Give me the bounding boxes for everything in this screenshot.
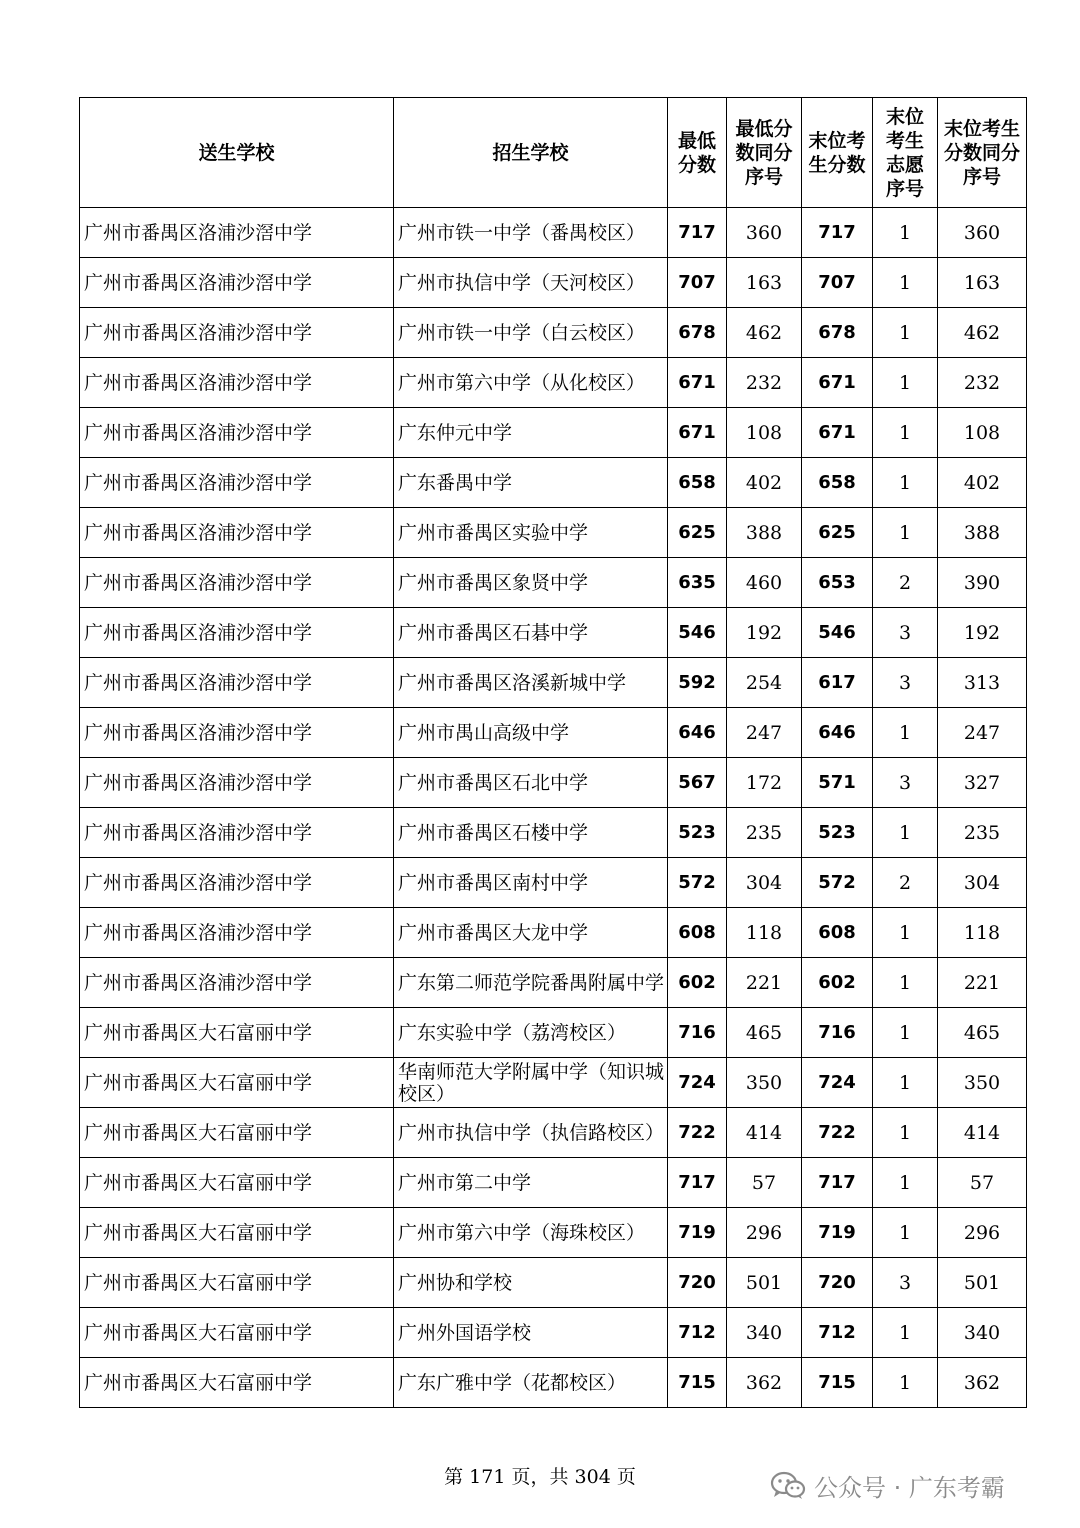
last-choice-order-cell: 3	[873, 608, 938, 658]
min-score-cell: 523	[668, 808, 727, 858]
table-row	[80, 808, 1027, 858]
min-score-rank-cell: 254	[727, 658, 802, 708]
sending-school-cell: 广州市番禺区大石富丽中学	[80, 1108, 394, 1158]
table-row	[80, 308, 1027, 358]
min-score-cell: 678	[668, 308, 727, 358]
min-score-cell: 635	[668, 558, 727, 608]
last-score-rank-cell: 402	[938, 458, 1027, 508]
sending-school-cell: 广州市番禺区洛浦沙滘中学	[80, 308, 394, 358]
header-last-score	[802, 98, 873, 208]
min-score-cell: 671	[668, 358, 727, 408]
admitting-school-cell: 华南师范大学附属中学（知识城校区）	[394, 1058, 668, 1108]
last-score-cell: 602	[802, 958, 873, 1008]
min-score-rank-cell: 192	[727, 608, 802, 658]
table-row	[80, 558, 1027, 608]
sending-school-cell: 广州市番禺区洛浦沙滘中学	[80, 258, 394, 308]
last-score-rank-cell: 118	[938, 908, 1027, 958]
sending-school-cell: 广州市番禺区洛浦沙滘中学	[80, 358, 394, 408]
last-choice-order-cell: 1	[873, 1058, 938, 1108]
min-score-cell: 716	[668, 1008, 727, 1058]
last-score-cell: 617	[802, 658, 873, 708]
admitting-school-cell: 广州市番禺区石北中学	[394, 758, 668, 808]
min-score-rank-cell: 460	[727, 558, 802, 608]
min-score-cell: 646	[668, 708, 727, 758]
last-choice-order-cell: 3	[873, 658, 938, 708]
last-score-rank-cell: 108	[938, 408, 1027, 458]
last-score-cell: 716	[802, 1008, 873, 1058]
last-choice-order-cell: 1	[873, 308, 938, 358]
min-score-cell: 715	[668, 1358, 727, 1408]
last-score-rank-cell: 313	[938, 658, 1027, 708]
table-row	[80, 458, 1027, 508]
last-score-cell: 608	[802, 908, 873, 958]
min-score-rank-cell: 402	[727, 458, 802, 508]
admitting-school-cell: 广东实验中学（荔湾校区）	[394, 1008, 668, 1058]
admitting-school-cell: 广州市执信中学（天河校区）	[394, 258, 668, 308]
last-choice-order-cell: 3	[873, 1258, 938, 1308]
watermark-text: 公众号 · 广东考霸	[814, 1474, 1005, 1502]
min-score-cell: 602	[668, 958, 727, 1008]
min-score-rank-cell: 462	[727, 308, 802, 358]
last-score-cell: 572	[802, 858, 873, 908]
min-score-cell: 719	[668, 1208, 727, 1258]
header-last-score-rank	[938, 98, 1027, 208]
last-score-cell: 717	[802, 1158, 873, 1208]
sending-school-cell: 广州市番禺区洛浦沙滘中学	[80, 858, 394, 908]
last-score-rank-cell: 388	[938, 508, 1027, 558]
min-score-rank-cell: 350	[727, 1058, 802, 1108]
sending-school-cell: 广州市番禺区洛浦沙滘中学	[80, 708, 394, 758]
last-choice-order-cell: 1	[873, 408, 938, 458]
last-score-cell: 671	[802, 358, 873, 408]
last-score-rank-cell: 360	[938, 208, 1027, 258]
last-choice-order-cell: 1	[873, 208, 938, 258]
header-last-choice-order	[873, 98, 938, 208]
min-score-cell: 712	[668, 1308, 727, 1358]
header-label: 末位考 生分数	[808, 129, 866, 176]
admitting-school-cell: 广州市番禺区实验中学	[394, 508, 668, 558]
last-choice-order-cell: 3	[873, 758, 938, 808]
admitting-school-cell: 广州市铁一中学（白云校区）	[394, 308, 668, 358]
last-score-cell: 719	[802, 1208, 873, 1258]
last-score-cell: 546	[802, 608, 873, 658]
table-row	[80, 1358, 1027, 1408]
sending-school-cell: 广州市番禺区大石富丽中学	[80, 1308, 394, 1358]
last-choice-order-cell: 1	[873, 1208, 938, 1258]
min-score-rank-cell: 414	[727, 1108, 802, 1158]
table-row	[80, 1258, 1027, 1308]
sending-school-cell: 广州市番禺区洛浦沙滘中学	[80, 808, 394, 858]
admitting-school-cell: 广州外国语学校	[394, 1308, 668, 1358]
table-row	[80, 1008, 1027, 1058]
sending-school-cell: 广州市番禺区洛浦沙滘中学	[80, 958, 394, 1008]
last-choice-order-cell: 1	[873, 708, 938, 758]
last-score-cell: 715	[802, 1358, 873, 1408]
min-score-cell: 592	[668, 658, 727, 708]
table-row	[80, 658, 1027, 708]
last-choice-order-cell: 1	[873, 1108, 938, 1158]
table-row	[80, 1108, 1027, 1158]
last-score-cell: 653	[802, 558, 873, 608]
min-score-cell: 572	[668, 858, 727, 908]
last-score-cell: 722	[802, 1108, 873, 1158]
last-choice-order-cell: 2	[873, 858, 938, 908]
last-score-cell: 658	[802, 458, 873, 508]
min-score-rank-cell: 172	[727, 758, 802, 808]
table-row	[80, 608, 1027, 658]
last-score-cell: 625	[802, 508, 873, 558]
last-choice-order-cell: 1	[873, 808, 938, 858]
sending-school-cell: 广州市番禺区洛浦沙滘中学	[80, 658, 394, 708]
min-score-cell: 707	[668, 258, 727, 308]
last-score-rank-cell: 192	[938, 608, 1027, 658]
min-score-rank-cell: 57	[727, 1158, 802, 1208]
header-min-score-rank	[727, 98, 802, 208]
last-score-cell: 671	[802, 408, 873, 458]
min-score-rank-cell: 362	[727, 1358, 802, 1408]
last-score-cell: 523	[802, 808, 873, 858]
min-score-rank-cell: 304	[727, 858, 802, 908]
admitting-school-cell: 广东第二师范学院番禺附属中学	[394, 958, 668, 1008]
last-score-cell: 712	[802, 1308, 873, 1358]
last-score-rank-cell: 304	[938, 858, 1027, 908]
last-choice-order-cell: 1	[873, 908, 938, 958]
last-score-rank-cell: 235	[938, 808, 1027, 858]
last-choice-order-cell: 1	[873, 458, 938, 508]
watermark	[770, 1468, 1005, 1503]
admitting-school-cell: 广州市番禺区石楼中学	[394, 808, 668, 858]
min-score-rank-cell: 501	[727, 1258, 802, 1308]
sending-school-cell: 广州市番禺区大石富丽中学	[80, 1258, 394, 1308]
last-score-rank-cell: 163	[938, 258, 1027, 308]
min-score-rank-cell: 296	[727, 1208, 802, 1258]
admitting-school-cell: 广州市番禺区南村中学	[394, 858, 668, 908]
min-score-rank-cell: 247	[727, 708, 802, 758]
sending-school-cell: 广州市番禺区洛浦沙滘中学	[80, 458, 394, 508]
last-score-rank-cell: 462	[938, 308, 1027, 358]
admitting-school-cell: 广州市第二中学	[394, 1158, 668, 1208]
sending-school-cell: 广州市番禺区洛浦沙滘中学	[80, 608, 394, 658]
admission-table-container	[79, 97, 1026, 1408]
sending-school-cell: 广州市番禺区大石富丽中学	[80, 1358, 394, 1408]
table-body	[80, 208, 1027, 1408]
table-row	[80, 408, 1027, 458]
min-score-rank-cell: 232	[727, 358, 802, 408]
min-score-rank-cell: 108	[727, 408, 802, 458]
sending-school-cell: 广州市番禺区大石富丽中学	[80, 1158, 394, 1208]
min-score-cell: 546	[668, 608, 727, 658]
min-score-rank-cell: 340	[727, 1308, 802, 1358]
admitting-school-cell: 广州市番禺区象贤中学	[394, 558, 668, 608]
sending-school-cell: 广州市番禺区洛浦沙滘中学	[80, 208, 394, 258]
admitting-school-cell: 广州市执信中学（执信路校区）	[394, 1108, 668, 1158]
last-score-rank-cell: 350	[938, 1058, 1027, 1108]
last-choice-order-cell: 1	[873, 508, 938, 558]
last-choice-order-cell: 1	[873, 958, 938, 1008]
admitting-school-cell: 广州市番禺区石碁中学	[394, 608, 668, 658]
sending-school-cell: 广州市番禺区洛浦沙滘中学	[80, 508, 394, 558]
min-score-cell: 567	[668, 758, 727, 808]
min-score-rank-cell: 221	[727, 958, 802, 1008]
table-row	[80, 1058, 1027, 1108]
header-label: 末位 考生 志愿 序号	[885, 105, 924, 200]
table-row	[80, 1308, 1027, 1358]
admitting-school-cell: 广东仲元中学	[394, 408, 668, 458]
last-score-cell: 717	[802, 208, 873, 258]
table-row	[80, 1208, 1027, 1258]
min-score-cell: 608	[668, 908, 727, 958]
min-score-cell: 717	[668, 208, 727, 258]
sending-school-cell: 广州市番禺区大石富丽中学	[80, 1008, 394, 1058]
admitting-school-cell: 广州市第六中学（从化校区）	[394, 358, 668, 408]
last-score-cell: 571	[802, 758, 873, 808]
min-score-rank-cell: 235	[727, 808, 802, 858]
last-choice-order-cell: 1	[873, 258, 938, 308]
sending-school-cell: 广州市番禺区大石富丽中学	[80, 1208, 394, 1258]
header-label: 最低分 数同分 序号	[735, 117, 793, 188]
table-row	[80, 1158, 1027, 1208]
admission-table	[79, 97, 1027, 1408]
admitting-school-cell: 广州市番禺区洛溪新城中学	[394, 658, 668, 708]
admitting-school-cell: 广州市第六中学（海珠校区）	[394, 1208, 668, 1258]
admitting-school-cell: 广东广雅中学（花都校区）	[394, 1358, 668, 1408]
min-score-cell: 625	[668, 508, 727, 558]
table-row	[80, 958, 1027, 1008]
sending-school-cell: 广州市番禺区洛浦沙滘中学	[80, 758, 394, 808]
admitting-school-cell: 广州协和学校	[394, 1258, 668, 1308]
min-score-cell: 658	[668, 458, 727, 508]
last-score-rank-cell: 296	[938, 1208, 1027, 1258]
table-row	[80, 858, 1027, 908]
last-score-rank-cell: 501	[938, 1258, 1027, 1308]
table-row	[80, 708, 1027, 758]
last-choice-order-cell: 1	[873, 358, 938, 408]
last-score-rank-cell: 362	[938, 1358, 1027, 1408]
last-score-cell: 678	[802, 308, 873, 358]
header-sending-school	[80, 98, 394, 208]
admitting-school-cell: 广东番禺中学	[394, 458, 668, 508]
sending-school-cell: 广州市番禺区大石富丽中学	[80, 1058, 394, 1108]
last-score-cell: 646	[802, 708, 873, 758]
admitting-school-cell: 广州市禺山高级中学	[394, 708, 668, 758]
last-choice-order-cell: 1	[873, 1308, 938, 1358]
last-score-rank-cell: 232	[938, 358, 1027, 408]
table-row	[80, 758, 1027, 808]
admitting-school-cell: 广州市铁一中学（番禺校区）	[394, 208, 668, 258]
min-score-cell: 722	[668, 1108, 727, 1158]
sending-school-cell: 广州市番禺区洛浦沙滘中学	[80, 908, 394, 958]
last-score-rank-cell: 57	[938, 1158, 1027, 1208]
header-label: 最低 分数	[677, 129, 716, 176]
table-row	[80, 908, 1027, 958]
table-row	[80, 508, 1027, 558]
admitting-school-cell: 广州市番禺区大龙中学	[394, 908, 668, 958]
last-score-rank-cell: 327	[938, 758, 1027, 808]
table-header-row	[80, 98, 1027, 208]
table-row	[80, 208, 1027, 258]
last-choice-order-cell: 1	[873, 1358, 938, 1408]
last-choice-order-cell: 2	[873, 558, 938, 608]
last-score-cell: 720	[802, 1258, 873, 1308]
sending-school-cell: 广州市番禺区洛浦沙滘中学	[80, 558, 394, 608]
sending-school-cell: 广州市番禺区洛浦沙滘中学	[80, 408, 394, 458]
min-score-rank-cell: 465	[727, 1008, 802, 1058]
last-score-rank-cell: 414	[938, 1108, 1027, 1158]
min-score-rank-cell: 388	[727, 508, 802, 558]
min-score-rank-cell: 360	[727, 208, 802, 258]
min-score-cell: 720	[668, 1258, 727, 1308]
last-score-rank-cell: 465	[938, 1008, 1027, 1058]
min-score-rank-cell: 118	[727, 908, 802, 958]
header-admitting-school	[394, 98, 668, 208]
header-label: 招生学校	[492, 141, 569, 164]
last-choice-order-cell: 1	[873, 1008, 938, 1058]
last-score-rank-cell: 390	[938, 558, 1027, 608]
last-score-cell: 707	[802, 258, 873, 308]
last-score-rank-cell: 247	[938, 708, 1027, 758]
header-label: 送生学校	[198, 141, 275, 164]
table-row	[80, 258, 1027, 308]
min-score-cell: 724	[668, 1058, 727, 1108]
page-number: 第 171 页，共 304 页	[444, 1466, 636, 1488]
table-row	[80, 358, 1027, 408]
wechat-icon	[770, 1471, 806, 1501]
last-score-rank-cell: 340	[938, 1308, 1027, 1358]
min-score-rank-cell: 163	[727, 258, 802, 308]
last-choice-order-cell: 1	[873, 1158, 938, 1208]
min-score-cell: 671	[668, 408, 727, 458]
header-min-score	[668, 98, 727, 208]
last-score-rank-cell: 221	[938, 958, 1027, 1008]
header-label: 末位考生 分数同分 序号	[943, 117, 1020, 188]
last-score-cell: 724	[802, 1058, 873, 1108]
min-score-cell: 717	[668, 1158, 727, 1208]
